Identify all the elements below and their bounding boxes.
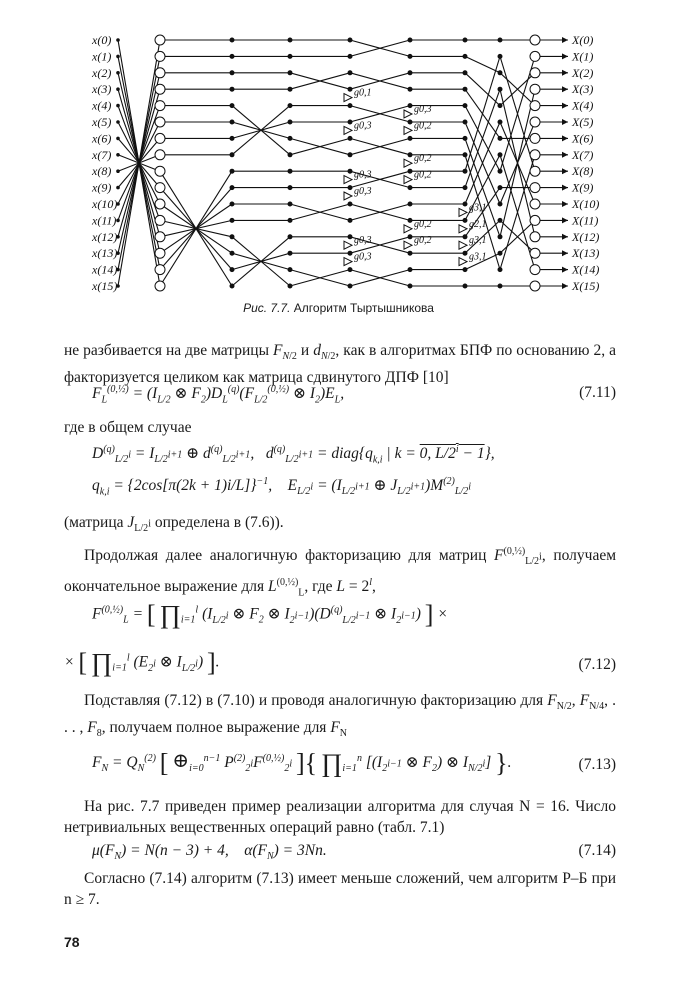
multiplier-label: g0,2 <box>414 218 432 230</box>
multiplier-label: g0,3 <box>354 251 372 263</box>
output-label: X(12) <box>572 229 600 244</box>
adder-node <box>155 248 165 258</box>
adder-node <box>530 166 540 176</box>
junction-node <box>348 169 352 173</box>
input-node <box>116 169 120 173</box>
junction-node <box>408 268 412 272</box>
arrow-icon <box>562 168 568 174</box>
output-label: X(5) <box>572 115 594 129</box>
arrow-icon <box>562 234 568 240</box>
input-label: x(0) <box>92 33 112 47</box>
junction-node <box>498 251 502 255</box>
junction-node <box>348 268 352 272</box>
output-label: X(6) <box>572 131 594 146</box>
adder-node <box>530 101 540 111</box>
input-label: x(7) <box>92 147 112 162</box>
junction-node <box>463 202 467 206</box>
junction-node <box>463 120 467 124</box>
junction-node <box>288 218 292 222</box>
junction-node <box>288 186 292 190</box>
junction-node <box>348 71 352 75</box>
output-label: X(4) <box>572 98 594 113</box>
input-node <box>116 137 120 141</box>
multiplier-label: g0,3 <box>354 186 372 197</box>
junction-node <box>288 153 292 157</box>
output-label: X(15) <box>572 279 600 293</box>
junction-node <box>230 251 234 255</box>
equation-7-12-line-2: × [ $\prod_{i=1}^l$ ($E_{2^i}$ ⊗ $I_{L/2^i}$) ]. (7.12) <box>64 648 616 677</box>
multiplier-label: g0,1 <box>354 87 372 99</box>
multiplier-icon <box>404 126 412 134</box>
input-label: x(10) <box>92 197 118 211</box>
input-label: x(1) <box>92 49 112 64</box>
adder-node <box>155 199 165 209</box>
junction-node <box>498 54 502 58</box>
junction-node <box>288 169 292 173</box>
junction-node <box>288 87 292 91</box>
multiplier-label: g0,2 <box>414 169 432 181</box>
junction-node <box>463 169 467 173</box>
adder-node <box>155 265 165 275</box>
junction-node <box>408 169 412 173</box>
junction-node <box>288 202 292 206</box>
adder-node <box>155 150 165 160</box>
junction-node <box>408 104 412 108</box>
input-node <box>116 55 120 59</box>
multiplier-icon <box>404 176 412 184</box>
input-node <box>116 186 120 190</box>
caption-text: Алгоритм Тыртышникова <box>293 301 434 315</box>
junction-node <box>463 235 467 239</box>
junction-node <box>230 268 234 272</box>
flow-edge <box>465 73 500 106</box>
output-label: X(14) <box>572 262 600 277</box>
arrow-icon <box>562 267 568 273</box>
junction-node <box>230 120 234 124</box>
junction-node <box>498 169 502 173</box>
adder-node <box>530 133 540 143</box>
junction-node <box>230 87 234 91</box>
junction-node <box>230 284 234 288</box>
input-label: x(3) <box>92 82 112 97</box>
junction-node <box>288 104 292 108</box>
input-label: x(2) <box>92 65 112 80</box>
junction-node <box>230 38 234 42</box>
junction-node <box>348 218 352 222</box>
arrow-icon <box>562 283 568 289</box>
input-node <box>116 87 120 91</box>
multiplier-label: g3,1 <box>469 202 487 214</box>
junction-node <box>288 38 292 42</box>
adder-node <box>530 84 540 94</box>
output-label: X(13) <box>572 246 600 261</box>
junction-node <box>408 218 412 222</box>
adder-node <box>155 232 165 242</box>
adder-node <box>530 215 540 225</box>
junction-node <box>498 235 502 239</box>
junction-node <box>463 38 467 42</box>
arrow-icon <box>562 53 568 59</box>
multiplier-label: g0,2 <box>414 153 432 165</box>
multiplier-label: g0,3 <box>354 169 372 181</box>
multiplier-label: g0,3 <box>354 235 372 247</box>
junction-node <box>230 136 234 140</box>
junction-node <box>408 87 412 91</box>
junction-node <box>463 136 467 140</box>
junction-node <box>463 87 467 91</box>
arrow-icon <box>562 217 568 223</box>
junction-node <box>408 251 412 255</box>
junction-node <box>348 54 352 58</box>
junction-node <box>348 284 352 288</box>
junction-node <box>498 136 502 140</box>
junction-node <box>463 71 467 75</box>
junction-node <box>348 87 352 91</box>
input-node <box>116 71 120 75</box>
adder-node <box>530 51 540 61</box>
junction-node <box>230 186 234 190</box>
adder-node <box>155 133 165 143</box>
equation-d-definition: $D^{(q)}_{L/2^i} = I_{L/2^{i+1}}$ ⊕ $d^{(q)}_{L/2^{i+1}}$, $d^{(q)}_{L/2^{i+1}}$ = $diag\{q_{k,i}$ | k = 0, $L/2^i - 1$}, <box>92 444 495 466</box>
junction-node <box>408 38 412 42</box>
multiplier-icon <box>344 176 352 184</box>
output-label: X(1) <box>572 49 594 64</box>
multiplier-label: g0,3 <box>354 120 372 132</box>
multiplier-label: g2,1 <box>469 218 487 230</box>
adder-node <box>155 215 165 225</box>
junction-node <box>408 120 412 124</box>
input-node <box>116 153 120 157</box>
paragraph-1: не разбивается на две матрицы $F_{N/2}$ и $d_{N/2}$, как в алгоритмах БПФ по основанию 2, а факторизуется целиком как матрица сдвинутого ДПФ [10] <box>64 342 617 387</box>
adder-node <box>530 248 540 258</box>
output-label: X(8) <box>572 164 594 179</box>
junction-node <box>230 104 234 108</box>
arrow-icon <box>562 103 568 109</box>
junction-node <box>230 169 234 173</box>
equation-7-13: $F_N = Q_N^{(2)}$ [ $\oplus_{i=0}^{n-1}$ $P^{(2)}_{2^i}F^{(0,\frac{1}{2})}_{2^i}$ ]{ $\prod_{i=1}^n$ [($I_{2^{i-1}}$ ⊗ $F_2$) ⊗ $I_{N/2^i}$] }. (7.13) <box>92 748 616 778</box>
junction-node <box>348 235 352 239</box>
input-label: x(11) <box>92 213 117 228</box>
input-node <box>116 219 120 223</box>
junction-node <box>498 38 502 42</box>
multiplier-icon <box>344 241 352 249</box>
paragraph-4: На рис. 7.7 приведен пример реализации алгоритма для случая N = 16. Число нетривиальных вещественных операций равно (табл. 7.1) <box>64 798 616 836</box>
adder-node <box>530 68 540 78</box>
junction-node <box>498 202 502 206</box>
input-node <box>116 120 120 124</box>
junction-node <box>288 268 292 272</box>
input-label: x(13) <box>92 246 118 261</box>
junction-node <box>408 202 412 206</box>
adder-node <box>530 183 540 193</box>
adder-node <box>155 101 165 111</box>
junction-node <box>498 104 502 108</box>
junction-node <box>463 268 467 272</box>
multiplier-icon <box>404 225 412 233</box>
multiplier-label: g3,1 <box>469 235 487 247</box>
input-label: x(14) <box>92 262 118 277</box>
input-label: x(12) <box>92 229 118 244</box>
arrow-icon <box>562 135 568 141</box>
junction-node <box>348 136 352 140</box>
multiplier-icon <box>404 241 412 249</box>
junction-node <box>498 120 502 124</box>
junction-node <box>288 251 292 255</box>
flow-edge <box>465 56 500 72</box>
adder-node <box>155 51 165 61</box>
junction-node <box>230 54 234 58</box>
junction-node <box>348 38 352 42</box>
junction-node <box>288 136 292 140</box>
input-label: x(15) <box>92 279 118 293</box>
output-label: X(10) <box>572 197 600 211</box>
input-node <box>116 38 120 42</box>
multiplier-icon <box>344 126 352 134</box>
adder-node <box>530 150 540 160</box>
paragraph-2: Продолжая далее аналогичную факторизацию для матриц $F^{(0,\frac{1}{2})}_{L/2^i}$, получаем окончательное выражение для $L^{(0,\frac{1}{2})}_L$, где $L = 2^l$, <box>64 546 617 599</box>
junction-node <box>348 186 352 190</box>
junction-node <box>348 120 352 124</box>
adder-node <box>530 265 540 275</box>
output-label: X(2) <box>572 65 594 80</box>
junction-node <box>463 104 467 108</box>
multiplier-icon <box>459 258 467 266</box>
flow-edge <box>465 89 500 187</box>
junction-node <box>463 284 467 288</box>
junction-node <box>288 284 292 288</box>
output-label: X(7) <box>572 147 594 162</box>
caption-prefix: Рис. 7.7. <box>243 301 291 315</box>
flow-edge <box>465 56 500 171</box>
junction-node <box>230 71 234 75</box>
junction-node <box>498 87 502 91</box>
multiplier-label: g0,2 <box>414 120 432 132</box>
adder-node <box>530 232 540 242</box>
arrow-icon <box>562 185 568 191</box>
junction-node <box>463 54 467 58</box>
output-label: X(11) <box>572 213 599 228</box>
junction-node <box>498 153 502 157</box>
multiplier-label: g3,1 <box>469 251 487 263</box>
junction-node <box>498 284 502 288</box>
junction-node <box>288 235 292 239</box>
junction-node <box>230 202 234 206</box>
output-label: X(9) <box>572 180 594 195</box>
junction-node <box>498 218 502 222</box>
output-label: X(0) <box>572 33 594 47</box>
input-label: x(8) <box>92 164 112 179</box>
matrix-note: (матрица $J_{L/2^i}$ определена в (7.6)). <box>64 514 284 535</box>
arrow-icon <box>562 119 568 125</box>
arrow-icon <box>562 86 568 92</box>
output-label: X(3) <box>572 82 594 97</box>
junction-node <box>408 136 412 140</box>
junction-node <box>288 54 292 58</box>
junction-node <box>348 104 352 108</box>
junction-node <box>408 284 412 288</box>
arrow-icon <box>562 37 568 43</box>
input-label: x(4) <box>92 98 112 113</box>
multiplier-label: g0,2 <box>414 235 432 247</box>
multiplier-icon <box>459 225 467 233</box>
junction-node <box>408 54 412 58</box>
junction-node <box>463 251 467 255</box>
multiplier-icon <box>344 94 352 102</box>
adder-node <box>155 68 165 78</box>
adder-node <box>530 281 540 291</box>
equation-7-12-line-1: $F^{(0,\frac{1}{2})}_L$ = [ $\prod_{i=1}^l$ ($I_{L/2^i}$ ⊗ $F_2$ ⊗ $I_{2^{i-1}})(D^{(q)}_{L/2^{i-1}}$ ⊗ $I_{2^{i-1}}$) ] × <box>92 600 448 629</box>
page-number: 78 <box>64 934 80 950</box>
multiplier-icon <box>459 208 467 216</box>
input-node <box>116 104 120 108</box>
junction-node <box>230 153 234 157</box>
junction-node <box>408 71 412 75</box>
multiplier-icon <box>459 241 467 249</box>
junction-node <box>498 268 502 272</box>
input-label: x(5) <box>92 115 112 129</box>
signal-flow-graph <box>0 0 677 320</box>
junction-node <box>348 251 352 255</box>
junction-node <box>408 186 412 190</box>
arrow-icon <box>562 250 568 256</box>
adder-node <box>530 35 540 45</box>
multiplier-icon <box>404 159 412 167</box>
junction-node <box>498 71 502 75</box>
equation-7-14: $\mu(F_N) = N(n - 3) + 4$, $\alpha(F_N) = 3Nn$. (7.14) <box>92 842 616 863</box>
junction-node <box>463 153 467 157</box>
junction-node <box>348 202 352 206</box>
input-label: x(9) <box>92 180 112 195</box>
paragraph-3: Подставляя (7.12) в (7.10) и проводя аналогичную факторизацию для $F_{N/2}$, $F_{N/4}$, . . . , $F_8$, получаем полное выражение для $F_N$ <box>64 692 617 740</box>
adder-node <box>155 281 165 291</box>
equation-7-11: $F_L^{(0,\frac{1}{2})} = (I_{L/2}$ ⊗ $F_2)D_L^{(q)}(F_{L/2}^{(0,\frac{1}{2})}$ ⊗ $I_2)E_L$, (7.11) <box>92 384 616 406</box>
junction-node <box>408 235 412 239</box>
arrow-icon <box>562 70 568 76</box>
paragraph-5: Согласно (7.14) алгоритм (7.13) имеет меньше сложений, чем алгоритм Р–Б при n ≥ 7. <box>64 870 616 908</box>
multiplier-icon <box>344 192 352 200</box>
junction-node <box>408 153 412 157</box>
figure-caption <box>0 301 677 315</box>
adder-node <box>155 117 165 127</box>
junction-node <box>288 71 292 75</box>
junction-node <box>498 186 502 190</box>
junction-node <box>288 120 292 124</box>
multiplier-label: g0,3 <box>414 104 432 115</box>
junction-node <box>230 218 234 222</box>
junction-node <box>463 218 467 222</box>
junction-node <box>230 235 234 239</box>
where-text: где в общем случае <box>64 419 192 436</box>
multiplier-icon <box>404 110 412 118</box>
junction-node <box>348 153 352 157</box>
arrow-icon <box>562 152 568 158</box>
adder-node <box>155 84 165 94</box>
adder-node <box>530 117 540 127</box>
input-label: x(6) <box>92 131 112 146</box>
adder-node <box>155 35 165 45</box>
adder-node <box>530 199 540 209</box>
equation-q-definition: $q_{k,i} = \{2\cos[\pi(2k + 1)i/L]\}^{-1}$, $E_{L/2^i} = (I_{L/2^{i+1}}$ ⊕ $J_{L/2^{i+1}})M^{(2)}_{L/2^i}$ <box>92 476 472 498</box>
adder-node <box>155 183 165 193</box>
arrow-icon <box>562 201 568 207</box>
multiplier-icon <box>344 258 352 266</box>
junction-node <box>463 186 467 190</box>
adder-node <box>155 166 165 176</box>
